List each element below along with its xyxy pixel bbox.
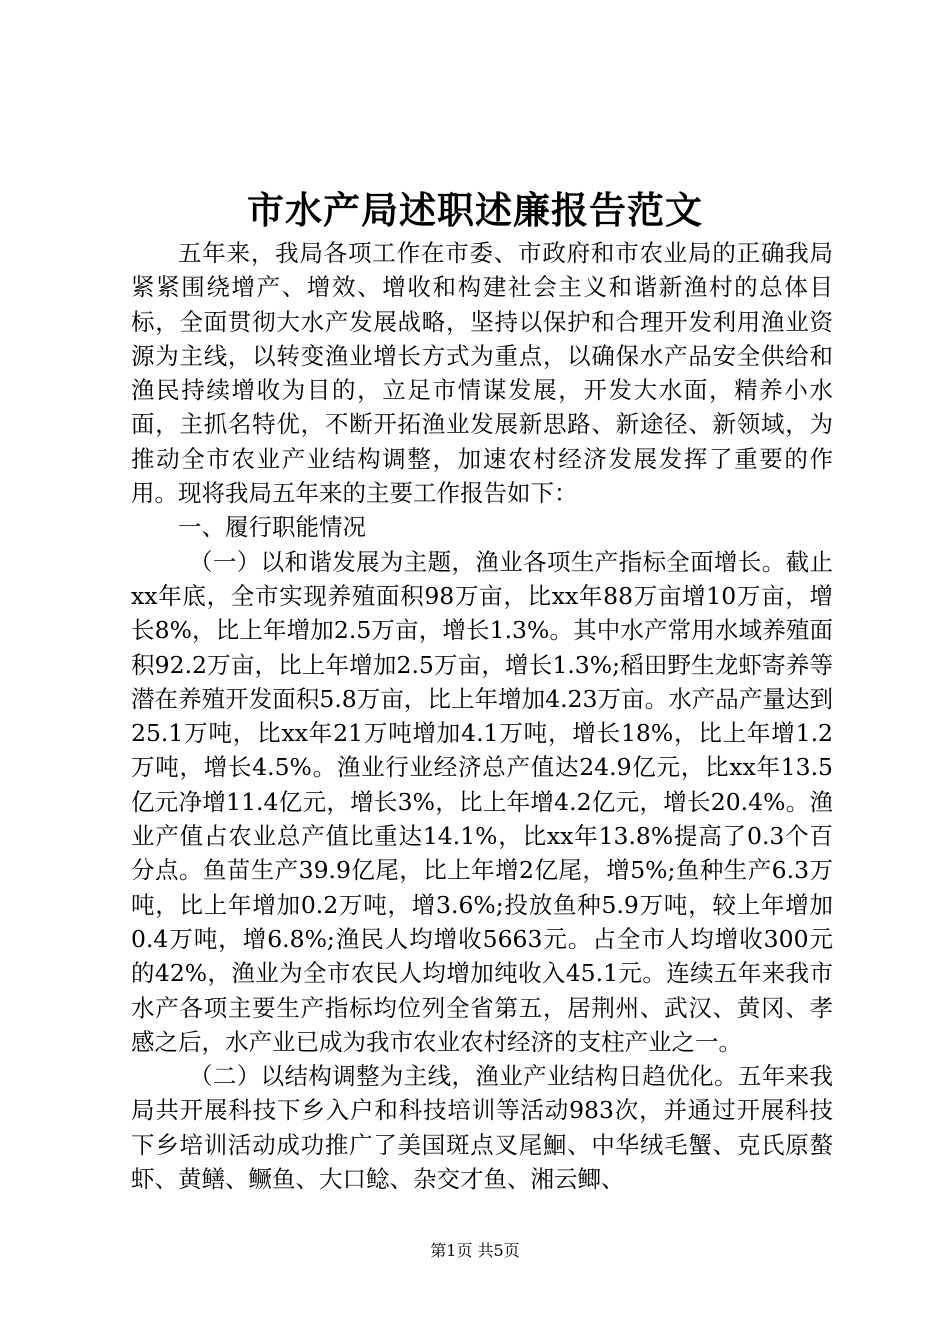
paragraph-section-2: （二）以结构调整为主线，渔业产业结构日趋优化。五年来我局共开展科技下乡入户和科技培训等活动983次，并通过开展科技下乡培训活动成功推广了美国斑点叉尾鮰、中华绒毛蟹、克氏原螯虾、黄鳝、鳜鱼、大口鲶、杂交才鱼、湘云鲫、 [131,1062,833,1194]
paragraph-section-1: （一）以和谐发展为主题，渔业各项生产指标全面增长。截止xx年底，全市实现养殖面积98万亩，比xx年88万亩增10万亩，增长8%，比上年增加2.5万亩，增长1.3%。其中水产常用水域养殖面积92.2万亩，比上年增加2.5万亩，增长1.3%;稻田野生龙虾寄养等潜在养殖开发面积5.8万亩，比上年增加4.23万亩。水产品产量达到25.1万吨，比xx年21万吨增加4.1万吨，增长18%，比上年增1.2万吨，增长4.5%。渔业行业经济总产值达24.9亿元，比xx年13.5亿元净增11.4亿元，增长3%，比上年增4.2亿元，增长20.4%。渔业产值占农业总产值比重达14.1%，比xx年13.8%提高了0.3个百分点。鱼苗生产39.9亿尾，比上年增2亿尾，增5%;鱼种生产6.3万吨，比上年增加0.2万吨，增3.6%;投放鱼种5.9万吨，较上年增加0.4万吨，增6.8%;渔民人均增收5663元。占全市人均增收300元的42%，渔业为全市农民人均增加纯收入45.1元。连续五年来我市水产各项主要生产指标均位列全省第五，居荆州、武汉、黄冈、孝感之后，水产业已成为我市农业农村经济的支柱产业之一。 [131,547,833,1056]
page-footer: 第1页 共5页 [430,1241,520,1260]
document-title: 市水产局述职述廉报告范文 [247,188,703,232]
paragraph-intro: 五年来，我局各项工作在市委、市政府和市农业局的正确我局紧紧围绕增产、增效、增收和构建社会主义和谐新渔村的总体目标，全面贯彻大水产发展战略，坚持以保护和合理开发利用渔业资源为主线，以转变渔业增长方式为重点，以确保水产品安全供给和渔民持续增收为目的，立足市情谋发展，开发大水面，精养小水面，主抓名特优，不断开拓渔业发展新思路、新途径、新领域，为推动全市农业产业结构调整，加速农村经济发展发挥了重要的作用。现将我局五年来的主要工作报告如下： [131,239,833,508]
document-body [131,236,833,1196]
section-heading: 一、履行职能情况 [178,513,366,542]
